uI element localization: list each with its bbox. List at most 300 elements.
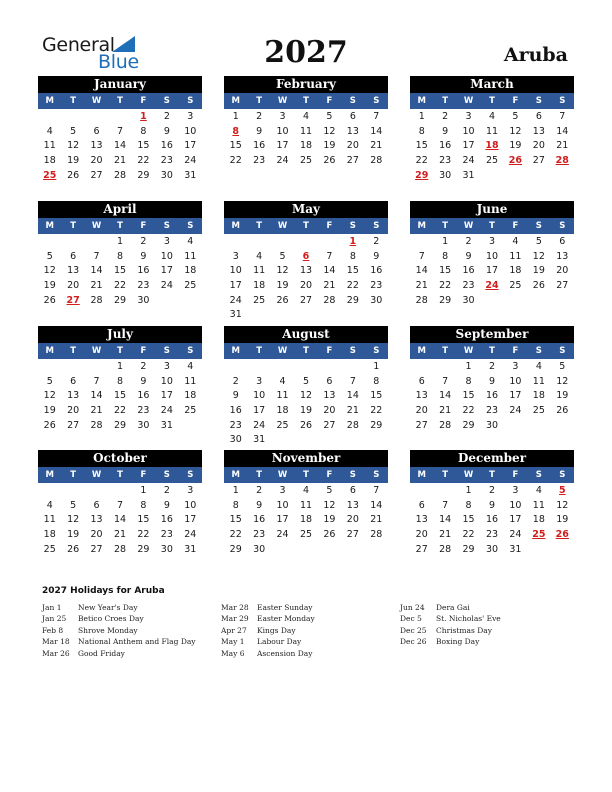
day-cell: 30 [137,294,150,306]
empty-cell [318,235,341,250]
weekday-header [224,93,388,109]
day-cell: 25 [509,280,522,292]
day-cell: 24 [184,155,197,167]
day-cell: 10 [509,375,522,387]
holiday-date: Mar 26 [42,648,70,658]
weekday-label: W [277,346,288,356]
day-cell: 18 [43,155,56,167]
day-cell: 27 [556,280,569,292]
day-cell: 26 [67,543,80,555]
holiday-column [42,602,222,659]
weekday-label: M [45,96,54,106]
day-cell: 21 [90,405,103,417]
day-cell: 12 [323,125,336,137]
day-cell: 19 [556,514,569,526]
weekday-label: S [349,221,356,231]
day-cell: 14 [556,125,569,137]
day-grid [38,235,202,308]
day-cell: 21 [415,280,428,292]
day-cell: 15 [113,265,127,277]
weekday-label: M [417,346,426,356]
day-cell: 20 [67,405,80,417]
day-cell: 11 [485,125,499,137]
day-cell: 6 [70,250,77,262]
weekday-label: M [231,221,240,231]
day-cell: 28 [323,294,336,306]
weekday-label: S [373,221,380,231]
weekday-label: T [117,346,123,356]
empty-cell [85,360,108,375]
holiday-name: Christmas Day [436,625,492,635]
day-cell: 19 [323,140,336,152]
weekday-label: F [140,96,147,106]
day-cell: 21 [113,529,127,541]
day-cell: 16 [253,514,266,526]
weekday-label: S [187,346,194,356]
day-cell: 4 [302,485,310,496]
day-cell: 30 [137,419,150,431]
day-cell: 11 [276,390,289,402]
weekday-label: M [45,346,54,356]
day-cell: 30 [462,294,475,306]
weekday-label: T [489,346,495,356]
day-cell: 6 [349,485,356,496]
month-september [410,326,574,433]
day-cell: 14 [439,514,452,526]
month-title: August [224,326,388,343]
day-cell: 9 [488,375,496,387]
holiday-entry [221,602,401,613]
day-cell: 14 [90,390,103,402]
day-cell: 2 [232,375,239,387]
day-cell: 15 [113,390,127,402]
weekday-label: T [70,470,77,480]
day-cell: 13 [90,514,103,526]
weekday-label: T [70,221,77,231]
day-cell: 31 [509,543,522,555]
day-cell: 11 [509,250,522,262]
day-cell: 11 [532,375,545,387]
day-cell: 8 [140,125,147,137]
empty-cell [433,484,456,499]
holiday-name: Betico Croes Day [78,614,144,624]
day-cell: 18 [184,390,197,402]
day-cell: 6 [349,111,356,122]
holiday-day-cell: 18 [485,140,499,152]
day-cell: 5 [46,375,53,387]
holiday-date: Mar 29 [221,614,249,624]
weekday-label: W [277,221,288,231]
day-cell: 1 [232,485,239,496]
month-may [224,201,388,323]
weekday-label: T [489,96,495,106]
day-cell: 12 [532,250,545,262]
day-cell: 9 [256,499,263,511]
day-cell: 3 [187,111,194,122]
day-cell: 17 [160,265,173,277]
holiday-date: Jan 25 [42,614,67,624]
empty-cell [224,360,247,375]
day-cell: 4 [302,111,310,122]
day-cell: 17 [160,390,173,402]
day-cell: 31 [462,169,475,181]
day-cell: 26 [67,169,80,181]
day-cell: 3 [187,485,194,496]
day-cell: 5 [512,111,519,122]
day-cell: 12 [556,499,569,511]
day-grid [38,110,202,183]
day-cell: 14 [113,514,127,526]
holiday-entry [400,636,580,647]
day-cell: 30 [439,169,452,181]
day-cell: 8 [465,375,472,387]
day-cell: 22 [346,280,359,292]
weekday-label: F [512,470,519,480]
day-cell: 29 [370,419,383,431]
day-cell: 22 [462,405,475,417]
holiday-date: Feb 8 [42,625,64,635]
day-cell: 15 [229,514,242,526]
day-cell: 18 [532,390,545,402]
day-cell: 16 [485,390,499,402]
day-cell: 6 [70,375,77,387]
day-cell: 23 [160,155,173,167]
weekday-label: F [326,346,333,356]
holiday-day-cell: 6 [302,250,310,262]
empty-cell [410,235,433,250]
weekday-label: T [256,96,263,106]
weekday-header [410,467,574,483]
weekday-label: T [117,470,123,480]
day-cell: 28 [370,529,383,541]
day-cell: 11 [43,140,56,152]
holiday-name: Easter Monday [257,614,315,624]
day-cell: 10 [253,390,266,402]
day-cell: 19 [509,140,522,152]
day-cell: 5 [70,125,77,137]
day-cell: 23 [485,529,499,541]
holiday-day-cell: 1 [140,111,147,122]
day-grid [38,360,202,433]
day-cell: 28 [113,543,127,555]
weekday-label: S [187,221,194,231]
day-cell: 27 [299,294,313,306]
day-cell: 20 [556,265,569,277]
holiday-column [400,602,580,648]
day-cell: 2 [140,236,147,247]
day-cell: 25 [184,280,197,292]
day-cell: 18 [184,265,197,277]
day-cell: 17 [253,405,266,417]
day-cell: 13 [67,265,80,277]
day-grid [410,484,574,557]
weekday-label: S [559,346,566,356]
day-cell: 29 [462,419,475,431]
weekday-label: T [489,470,495,480]
day-cell: 31 [184,169,197,181]
day-cell: 9 [442,125,449,137]
day-cell: 17 [509,390,522,402]
empty-cell [271,360,294,375]
day-cell: 3 [465,111,472,122]
month-title: September [410,326,574,343]
day-cell: 25 [276,419,289,431]
day-cell: 6 [326,375,333,387]
day-cell: 22 [229,529,242,541]
day-cell: 26 [43,419,56,431]
holiday-entry [221,636,401,647]
day-cell: 25 [532,405,545,417]
day-cell: 22 [439,280,452,292]
weekday-label: T [70,346,77,356]
day-cell: 3 [279,485,286,496]
empty-cell [341,360,364,375]
day-cell: 11 [532,499,545,511]
day-cell: 27 [532,155,545,167]
weekday-label: T [303,96,309,106]
day-cell: 11 [299,125,313,137]
logo-word-general: General [42,34,115,56]
day-cell: 13 [90,140,103,152]
day-cell: 21 [370,140,383,152]
day-cell: 10 [485,250,499,262]
day-cell: 30 [253,543,266,555]
month-july [38,326,202,433]
day-cell: 21 [439,529,452,541]
day-cell: 8 [140,499,147,511]
day-cell: 30 [229,434,242,446]
day-cell: 29 [346,294,359,306]
day-cell: 2 [256,485,263,496]
day-grid [224,235,388,323]
day-cell: 25 [253,294,266,306]
weekday-label: F [326,470,333,480]
month-title: December [410,450,574,467]
day-cell: 5 [535,236,542,247]
day-cell: 6 [418,375,425,387]
day-cell: 21 [90,280,103,292]
day-cell: 23 [370,280,383,292]
holiday-day-cell: 24 [485,280,499,292]
day-cell: 4 [279,375,286,387]
day-cell: 2 [256,111,263,122]
day-cell: 7 [349,375,356,387]
weekday-label: M [231,96,240,106]
day-cell: 23 [229,419,242,431]
holiday-name: Dera Gai [436,603,470,612]
day-cell: 21 [346,405,359,417]
day-cell: 29 [137,543,150,555]
day-cell: 26 [323,529,336,541]
day-cell: 27 [346,155,359,167]
day-cell: 3 [232,250,239,262]
day-cell: 20 [532,140,545,152]
day-grid [224,110,388,169]
day-cell: 9 [163,499,170,511]
weekday-label: S [373,470,380,480]
day-cell: 7 [93,375,100,387]
empty-cell [247,360,270,375]
holiday-name: Easter Sunday [257,603,313,612]
day-cell: 25 [485,155,499,167]
day-cell: 9 [373,250,380,262]
holiday-entry [400,602,580,613]
weekday-label: S [187,470,194,480]
day-cell: 10 [276,499,289,511]
day-cell: 6 [93,499,100,511]
day-cell: 13 [299,265,313,277]
day-cell: 15 [439,265,452,277]
day-cell: 1 [465,361,472,372]
weekday-header [224,467,388,483]
day-cell: 7 [116,125,124,137]
weekday-label: W [463,346,474,356]
holiday-name: Boxing Day [436,637,480,647]
day-cell: 1 [140,485,147,496]
day-cell: 14 [370,125,383,137]
day-cell: 4 [488,111,496,122]
day-cell: 23 [439,155,452,167]
month-title: March [410,76,574,93]
holidays-title: 2027 Holidays for Aruba [42,586,165,596]
day-cell: 8 [349,250,356,262]
day-cell: 25 [299,529,313,541]
day-cell: 15 [346,265,359,277]
weekday-label: M [45,221,54,231]
day-cell: 10 [462,125,475,137]
day-cell: 29 [439,294,452,306]
day-cell: 11 [184,250,197,262]
day-cell: 1 [418,111,425,122]
day-cell: 24 [509,529,522,541]
weekday-label: M [231,346,240,356]
weekday-label: S [349,96,356,106]
weekday-label: S [535,221,542,231]
day-cell: 12 [67,140,80,152]
day-cell: 2 [488,485,496,496]
day-cell: 19 [67,155,80,167]
day-cell: 4 [256,250,263,262]
day-cell: 27 [90,543,103,555]
holiday-date: Jun 24 [400,603,425,612]
day-cell: 26 [556,405,569,417]
day-cell: 5 [46,250,53,262]
weekday-label: F [140,221,147,231]
day-cell: 28 [439,543,452,555]
day-cell: 1 [116,361,124,372]
weekday-label: M [417,96,426,106]
month-june [410,201,574,308]
weekday-label: S [559,470,566,480]
holiday-day-cell: 25 [43,169,57,181]
day-cell: 14 [439,390,452,402]
holiday-entry [42,613,222,624]
month-title: May [224,201,388,218]
day-cell: 4 [187,361,194,372]
weekday-header [38,343,202,359]
day-cell: 23 [253,529,266,541]
day-cell: 16 [439,140,452,152]
day-cell: 20 [67,280,80,292]
day-cell: 27 [415,419,428,431]
day-cell: 29 [229,543,242,555]
day-cell: 18 [299,514,313,526]
day-cell: 24 [276,155,289,167]
weekday-label: S [535,470,542,480]
weekday-label: F [326,96,333,106]
day-cell: 21 [323,280,336,292]
day-cell: 19 [299,405,313,417]
day-cell: 15 [137,514,150,526]
day-cell: 26 [323,155,336,167]
weekday-label: S [187,96,194,106]
day-cell: 2 [488,361,496,372]
day-cell: 24 [276,529,289,541]
day-cell: 18 [299,140,313,152]
day-cell: 3 [512,361,519,372]
day-cell: 5 [302,375,310,387]
holiday-day-cell: 28 [555,155,569,167]
day-cell: 9 [140,375,147,387]
day-cell: 19 [323,514,336,526]
day-cell: 19 [532,265,545,277]
month-title: November [224,450,388,467]
day-cell: 12 [43,390,56,402]
day-cell: 21 [113,155,127,167]
weekday-label: S [349,346,356,356]
holiday-name: Good Friday [78,648,125,658]
holiday-day-cell: 26 [508,155,523,167]
month-title: June [410,201,574,218]
day-cell: 15 [229,140,242,152]
holiday-name: Ascension Day [257,648,313,658]
day-cell: 12 [276,265,289,277]
weekday-label: F [512,221,519,231]
weekday-label: T [303,470,309,480]
day-cell: 16 [137,265,150,277]
day-cell: 12 [509,125,522,137]
day-cell: 7 [373,485,380,496]
day-cell: 31 [160,419,173,431]
month-november [224,450,388,557]
month-march [410,76,574,183]
day-cell: 23 [160,529,173,541]
weekday-label: T [303,346,309,356]
day-cell: 4 [535,361,542,372]
country-name: Aruba [503,44,568,66]
day-cell: 3 [163,361,170,372]
day-cell: 14 [370,499,383,511]
weekday-label: T [256,346,263,356]
day-cell: 13 [323,390,336,402]
weekday-label: W [91,346,102,356]
day-cell: 21 [556,140,569,152]
day-cell: 25 [299,155,313,167]
day-cell: 22 [462,529,475,541]
empty-cell [318,360,341,375]
empty-cell [61,484,84,499]
day-cell: 30 [160,543,173,555]
day-cell: 19 [43,280,56,292]
weekday-label: S [163,221,170,231]
day-cell: 22 [229,155,242,167]
month-december [410,450,574,557]
weekday-label: W [91,470,102,480]
weekday-label: S [349,470,356,480]
holiday-date: May 6 [221,648,245,658]
day-cell: 10 [276,125,289,137]
day-cell: 26 [276,294,289,306]
